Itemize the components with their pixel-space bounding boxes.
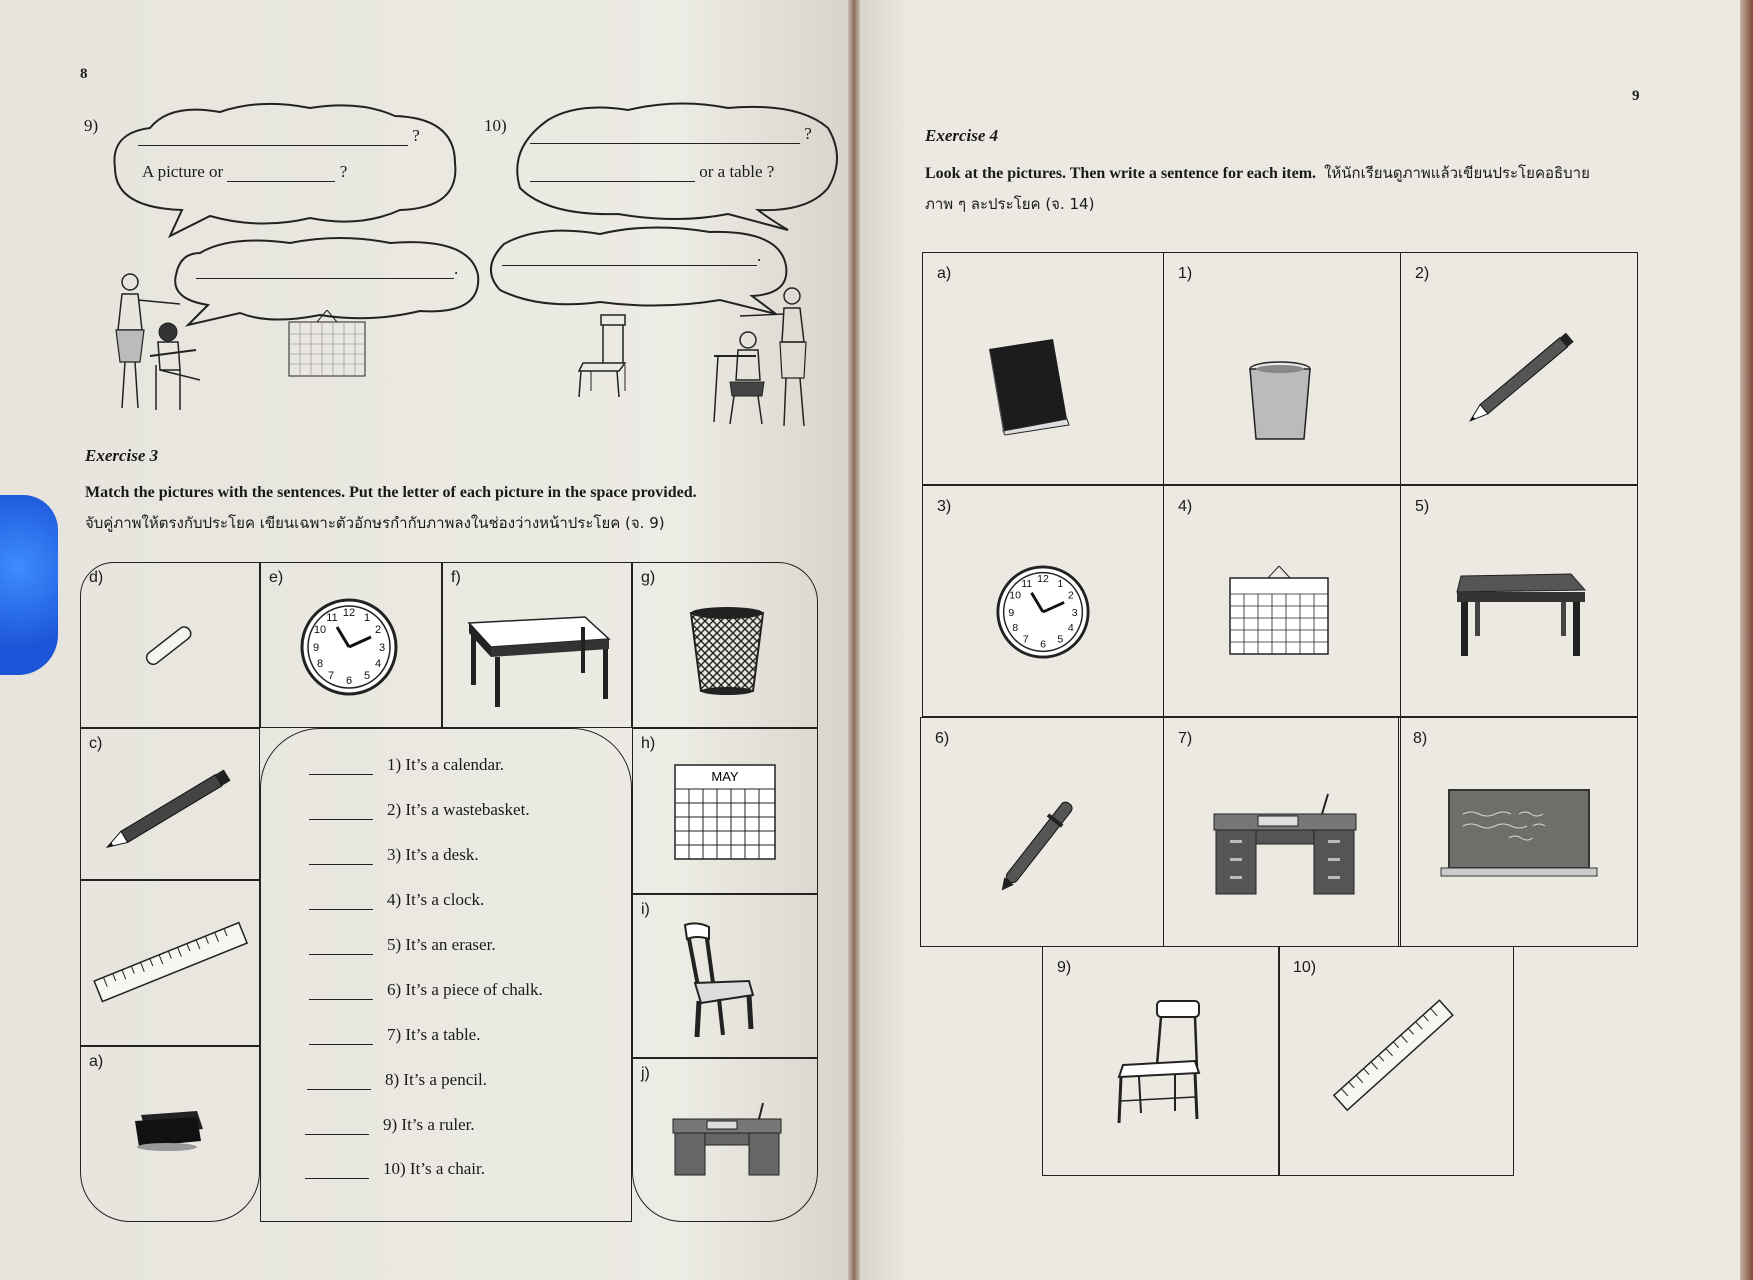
svg-text:2: 2 (1067, 589, 1074, 602)
exercise-4-cell-8 (1398, 717, 1638, 947)
answer-blank-9[interactable] (305, 1134, 369, 1135)
page-number-left: 8 (80, 66, 88, 82)
sentence-row (309, 1025, 480, 1045)
svg-text:4: 4 (374, 658, 382, 670)
svg-text:11: 11 (326, 612, 338, 624)
chair-icon (1115, 999, 1215, 1127)
chair-icon (679, 921, 765, 1043)
exercise-4-instruction-en: Look at the pictures. Then write a sentence for each item. (925, 165, 1317, 182)
pencil-icon (95, 767, 245, 853)
answer-blank-10[interactable] (305, 1178, 369, 1179)
sentence-row (309, 755, 504, 775)
answer-blank-1[interactable] (309, 774, 373, 775)
ruler-icon (1329, 991, 1459, 1121)
exercise-3-title: Exercise 3 (85, 446, 159, 465)
exercise-4-label-2: 2) (1415, 265, 1430, 282)
sentence-row (307, 1070, 487, 1090)
picture-cell-f (442, 562, 632, 728)
exercise-4-label-5: 5) (1415, 498, 1430, 515)
table-icon (465, 613, 613, 709)
pen-icon (985, 778, 1095, 908)
svg-text:6: 6 (345, 675, 353, 687)
wastebasket-icon (689, 605, 765, 697)
sentence-row (309, 800, 530, 820)
svg-text:12: 12 (1037, 573, 1049, 586)
sentence-text: 5) It’s an eraser. (387, 935, 496, 954)
picture-label-c: c) (89, 735, 103, 752)
desk-icon (1212, 792, 1358, 898)
exercise-4-cell-a (922, 252, 1164, 485)
page-number-right: 9 (1632, 88, 1640, 104)
exercise-4-cell-5 (1400, 485, 1638, 717)
picture-label-d: d) (89, 569, 104, 586)
picture-label-g: g) (641, 569, 656, 586)
book-spine (848, 0, 860, 1280)
page-edge (1740, 0, 1753, 1280)
exercise-4-label-8: 8) (1413, 730, 1428, 747)
sentence-text: 10) It’s a chair. (383, 1159, 485, 1178)
desk-icon (671, 1099, 783, 1179)
sentence-text: 9) It’s a ruler. (383, 1115, 475, 1134)
picture-cell-h (632, 728, 818, 894)
sentence-row (309, 890, 484, 910)
calendar-icon (1228, 564, 1330, 656)
sentence-text: 3) It’s a desk. (387, 845, 479, 864)
sentence-text: 8) It’s a pencil. (385, 1070, 487, 1089)
svg-text:5: 5 (1057, 633, 1064, 646)
svg-text:2: 2 (374, 624, 382, 636)
exercise-4-cell-10 (1278, 946, 1514, 1176)
exercise-4-label-4: 4) (1178, 498, 1193, 515)
book-icon (983, 337, 1083, 437)
svg-text:8: 8 (316, 658, 324, 670)
picture-cell-j (632, 1058, 818, 1222)
wastebasket-icon (1248, 361, 1312, 443)
blue-page-clip (0, 495, 58, 675)
exercise-4-label-3: 3) (937, 498, 952, 515)
answer-blank-2[interactable] (309, 819, 373, 820)
exercise-4-label-a: a) (937, 265, 952, 282)
exercise-4-cell-2 (1400, 252, 1638, 485)
svg-text:7: 7 (1022, 633, 1029, 646)
picture-cell-ruler (80, 880, 260, 1046)
item-9-label: 9) (84, 116, 99, 135)
exercise-4-instruction-th-2: ภาพ ๆ ละประโยค (จ. 14) (925, 195, 1095, 213)
exercise-4-label-7: 7) (1178, 730, 1193, 747)
blackboard-icon (1439, 786, 1599, 886)
pencil-icon (1453, 329, 1587, 429)
answer-blank-7[interactable] (309, 1044, 373, 1045)
exercise-4-label-10: 10) (1293, 959, 1317, 976)
calendar-month: MAY (711, 769, 739, 784)
exercise-4-instruction-th-1: ให้นักเรียนดูภาพแล้วเขียนประโยคอธิบาย (1324, 164, 1590, 182)
bubble-9-prefix: A picture or (142, 162, 224, 181)
table-icon (1453, 572, 1587, 658)
q-mark-10: ? (804, 124, 812, 143)
picture-label-f: f) (451, 569, 461, 586)
svg-text:1: 1 (363, 612, 371, 624)
clock-icon (995, 564, 1091, 660)
exercise-3-instructions (85, 478, 845, 538)
answer-10-end: . (757, 246, 762, 265)
svg-text:5: 5 (363, 670, 371, 682)
exercise-3-instruction-en: Match the pictures with the sentences. Put the letter of each picture in the space provided. (85, 484, 697, 501)
picture-cell-c (80, 728, 260, 880)
speech-bubble-question-9 (110, 98, 460, 238)
exercise-4-instructions (925, 158, 1645, 219)
ruler-icon (91, 915, 251, 1011)
svg-text:3: 3 (1071, 606, 1078, 619)
sentence-row (309, 935, 496, 955)
sentence-text: 4) It’s a clock. (387, 890, 485, 909)
wall-calendar-small-icon (287, 310, 367, 380)
svg-text:7: 7 (327, 670, 335, 682)
answer-blank-4[interactable] (309, 909, 373, 910)
picture-label-h: h) (641, 735, 656, 752)
svg-text:6: 6 (1040, 638, 1046, 651)
bubble-10-suffix: or a table ? (699, 162, 775, 181)
eraser-icon (131, 1107, 207, 1153)
answer-9-end: . (454, 259, 459, 278)
sentence-row (305, 1159, 485, 1179)
student-teacher-illustration (700, 282, 815, 430)
svg-text:10: 10 (1009, 589, 1022, 602)
sentence-text: 1) It’s a calendar. (387, 755, 505, 774)
q-mark-9: ? (412, 126, 420, 145)
svg-text:9: 9 (1008, 606, 1015, 619)
svg-text:4: 4 (1067, 622, 1074, 635)
exercise-4-label-6: 6) (935, 730, 950, 747)
picture-label-i: i) (641, 901, 650, 918)
svg-text:9: 9 (312, 642, 320, 654)
picture-cell-g (632, 562, 818, 728)
exercise-4-cell-4 (1163, 485, 1401, 717)
chair-small-icon (575, 313, 631, 401)
sentence-row (309, 980, 543, 1000)
calendar-icon (673, 763, 777, 861)
item-10-label: 10) (484, 116, 507, 135)
bubble-9-suffix: ? (339, 162, 348, 181)
svg-text:11: 11 (1021, 578, 1033, 591)
picture-label-e: e) (269, 569, 284, 586)
picture-cell-d (80, 562, 260, 728)
sentence-row (305, 1115, 475, 1135)
exercise-4-title: Exercise 4 (925, 126, 999, 145)
exercise-4-cell-6 (920, 717, 1164, 947)
picture-cell-a (80, 1046, 260, 1222)
answer-blank-5[interactable] (309, 954, 373, 955)
sentence-text: 2) It’s a wastebasket. (387, 800, 530, 819)
sentence-text: 6) It’s a piece of chalk. (387, 980, 543, 999)
picture-label-a: a) (89, 1053, 104, 1070)
exercise-4-cell-9 (1042, 946, 1280, 1176)
svg-text:8: 8 (1012, 622, 1019, 635)
picture-cell-i (632, 894, 818, 1058)
exercise-4-cell-3 (922, 485, 1164, 717)
sentences-panel (260, 728, 632, 1222)
clock-icon (299, 597, 399, 697)
speech-bubble-question-10 (508, 98, 846, 238)
exercise-4-label-1: 1) (1178, 265, 1193, 282)
sentence-text: 7) It’s a table. (387, 1025, 481, 1044)
picture-cell-e (260, 562, 442, 728)
answer-blank-6[interactable] (309, 999, 373, 1000)
sentence-row (309, 845, 479, 865)
svg-text:1: 1 (1057, 578, 1064, 591)
exercise-3-instruction-th: จับคู่ภาพให้ตรงกับประโยค เขียนเฉพาะตัวอักษรกำกับภาพลงในช่องว่างหน้าประโยค (จ. 9) (85, 514, 665, 532)
exercise-4-cell-1 (1163, 252, 1401, 485)
svg-text:3: 3 (378, 642, 386, 654)
svg-text:10: 10 (313, 624, 327, 636)
chalk-icon (139, 621, 199, 671)
svg-text:12: 12 (342, 607, 356, 619)
answer-blank-3[interactable] (309, 864, 373, 865)
teacher-student-illustration (100, 270, 210, 420)
answer-blank-8[interactable] (307, 1089, 371, 1090)
exercise-4-cell-7 (1163, 717, 1401, 947)
exercise-4-label-9: 9) (1057, 959, 1072, 976)
picture-label-j: j) (641, 1065, 650, 1082)
